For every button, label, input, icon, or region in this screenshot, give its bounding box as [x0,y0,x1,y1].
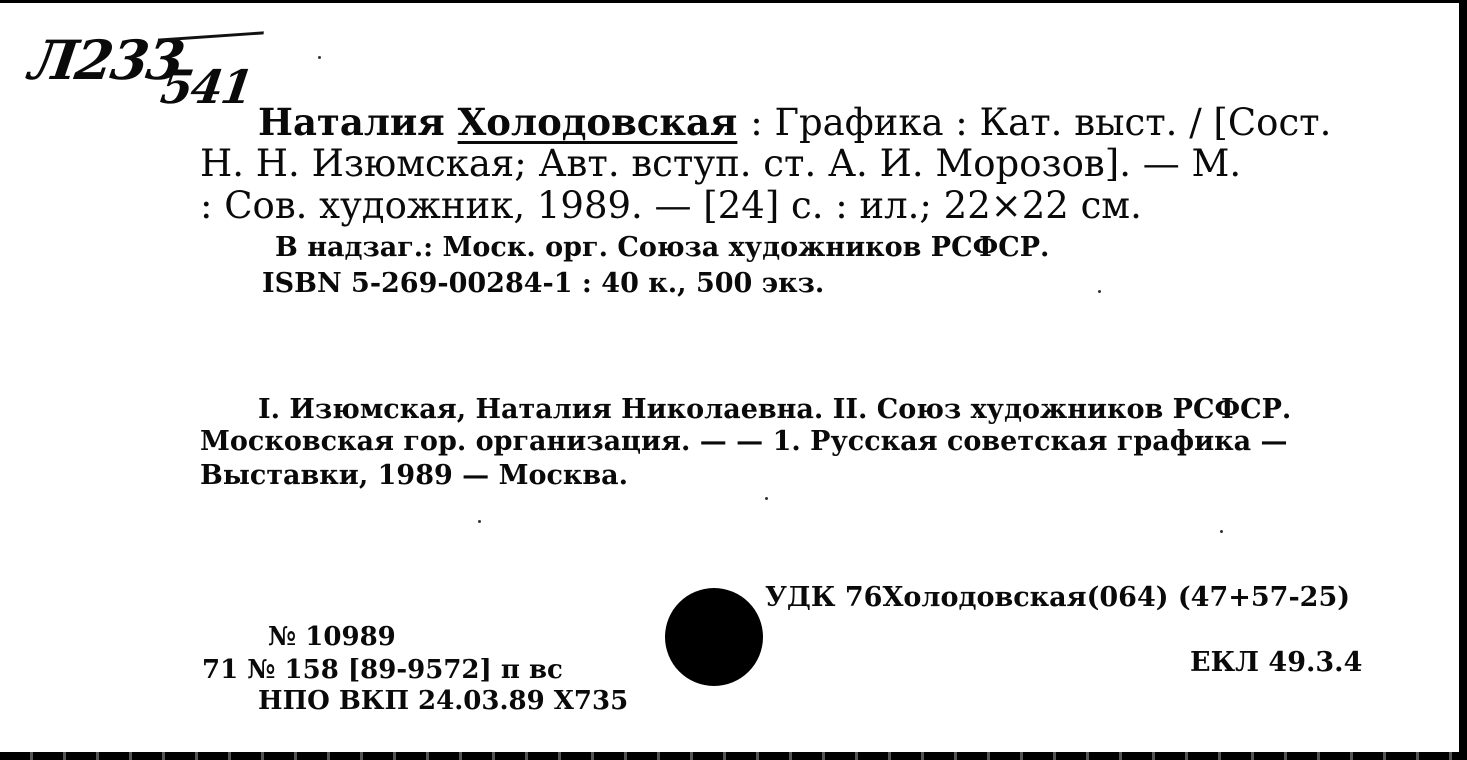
speck [318,56,321,59]
isbn-line: ISBN 5-269-00284-1 : 40 к., 500 экз. [262,268,825,299]
ekl-line: ЕКЛ 49.3.4 [1190,647,1363,678]
entry-line-2: Н. Н. Изюмская; Авт. вступ. ст. А. И. Морозов]. — М. [200,142,1242,185]
handwritten-number: 541 [157,60,256,114]
author-surname: Холодовская [457,100,738,144]
punch-hole [665,588,763,686]
subject-line-1: I. Изюмская, Наталия Николаевна. II. Союз художников РСФСР. [258,394,1292,425]
card-right-edge [1459,0,1467,760]
speck [765,497,768,500]
note-header: В надзаг.: Моск. орг. Союза художников РСФСР. [275,232,1050,263]
card-bottom-edge [0,752,1467,760]
author-name: Наталия [258,100,445,144]
print-line: 71 № 158 [89-9572] п вс [202,655,563,685]
udk-line: УДК 76Холодовская(064) (47+57-25) [765,582,1351,613]
speck [1220,530,1223,533]
subject-line-3: Выставки, 1989 — Москва. [200,460,629,491]
speck [1098,290,1101,293]
speck [478,520,481,523]
card-top-edge [0,0,1467,3]
entry-line-3: : Сов. художник, 1989. — [24] с. : ил.; 22×22 см. [200,184,1142,227]
card-number: № 10989 [268,622,396,652]
handwritten-shelfmark [25,28,256,114]
entry-line-1 [258,100,1331,144]
npo-line: НПО ВКП 24.03.89 Х735 [258,686,629,716]
subject-line-2: Московская гор. организация. — — 1. Русская советская графика — [200,426,1288,457]
handwritten-code: Л233 [25,28,187,92]
title-start: : Графика : Кат. выст. / [Сост. [750,101,1332,144]
